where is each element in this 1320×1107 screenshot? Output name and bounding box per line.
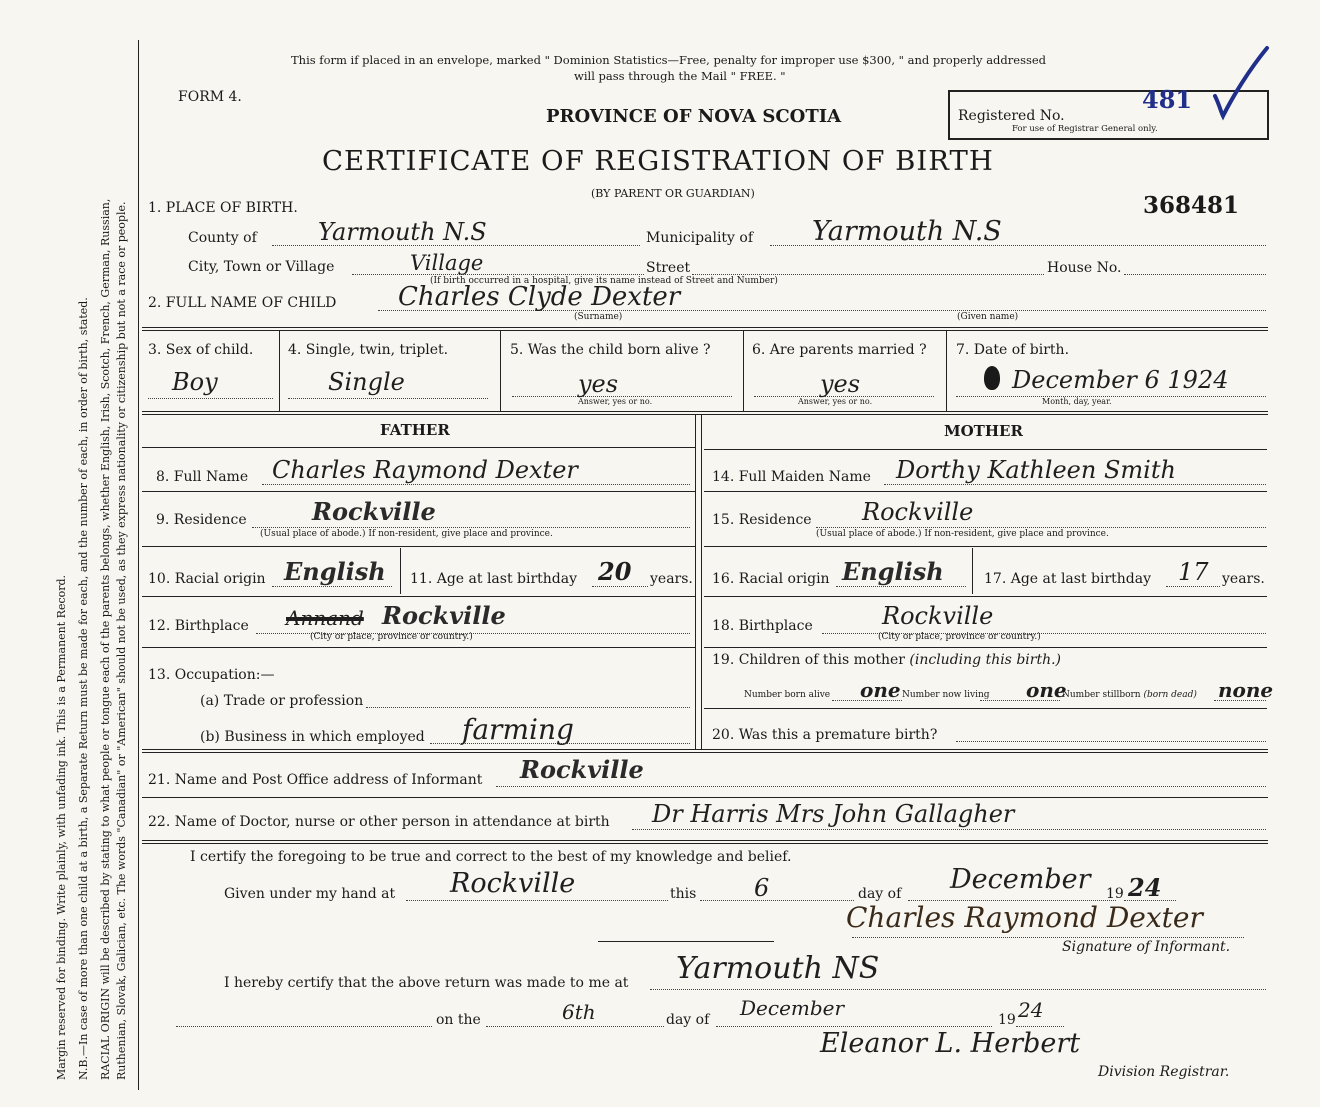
- attendant-label: 22. Name of Doctor, nurse or other person in attendance at birth: [148, 814, 610, 830]
- dob-label: 7. Date of birth.: [956, 342, 1070, 358]
- trade-label: (a) Trade or profession: [200, 693, 364, 709]
- plurality-label: 4. Single, twin, triplet.: [288, 342, 449, 358]
- sex-value: Boy: [172, 368, 218, 396]
- mother-age-label: 17. Age at last birthday: [984, 571, 1152, 587]
- ink-blot-icon: [984, 366, 1000, 390]
- mother-birthplace-value: Rockville: [882, 602, 994, 630]
- child-name-value: Charles Clyde Dexter: [398, 282, 681, 312]
- certify-day-value: 6: [754, 874, 770, 902]
- margin-rule: [138, 40, 139, 1090]
- day-of-label: day of: [858, 886, 902, 902]
- sex-label: 3. Sex of child.: [148, 342, 254, 358]
- surname-note: (Surname): [574, 312, 623, 322]
- mother-name-value: Dorthy Kathleen Smith: [896, 456, 1176, 484]
- business-label: (b) Business in which employed: [200, 729, 425, 745]
- hospital-note: (If birth occurred in a hospital, give its name instead of Street and Number): [430, 276, 778, 286]
- dob-value: December 6 1924: [1012, 366, 1229, 394]
- father-racial-value: English: [284, 557, 386, 586]
- alive-label: 5. Was the child born alive ?: [510, 342, 711, 358]
- born-alive-label: Number born alive: [744, 690, 831, 700]
- registered-number: 481: [1142, 85, 1193, 114]
- registrar-day-value: 6th: [562, 1000, 596, 1024]
- serial-number: 368481: [1143, 192, 1240, 219]
- father-name-value: Charles Raymond Dexter: [272, 456, 578, 484]
- father-residence-value: Rockville: [312, 497, 436, 526]
- certify-year-prefix: 19: [1106, 886, 1124, 902]
- registrar-year-prefix: 19: [998, 1012, 1016, 1028]
- mother-residence-note: (Usual place of abode.) If non-resident, give place and province.: [816, 529, 1109, 539]
- city-value: Village: [410, 251, 484, 275]
- father-residence-label: 9. Residence: [156, 512, 247, 528]
- mother-residence-label: 15. Residence: [712, 512, 812, 528]
- children-label-italic: (including this birth.): [909, 652, 1062, 668]
- now-living-label: Number now living: [902, 690, 990, 700]
- mother-residence-value: Rockville: [862, 498, 974, 526]
- mother-birthplace-label: 18. Birthplace: [712, 618, 813, 634]
- mother-racial-value: English: [842, 557, 944, 586]
- informant-signature: Charles Raymond Dexter: [846, 901, 1203, 934]
- parents-divider: [695, 415, 696, 749]
- mother-birthplace-note: (City or place, province or country.): [878, 632, 1041, 642]
- mother-name-label: 14. Full Maiden Name: [712, 469, 871, 485]
- father-birthplace-note: (City or place, province or country.): [310, 632, 473, 642]
- father-name-label: 8. Full Name: [156, 469, 249, 485]
- division-registrar-label: Division Registrar.: [1098, 1064, 1230, 1080]
- certify-month-value: December: [950, 864, 1091, 895]
- now-living-value: one: [1026, 678, 1067, 702]
- stillborn-label: [1062, 691, 1197, 700]
- occupation-label: 13. Occupation:—: [148, 667, 275, 683]
- county-value: Yarmouth N.S: [318, 218, 487, 246]
- married-label: 6. Are parents married ?: [752, 342, 927, 358]
- certify-statement: I certify the foregoing to be true and correct to the best of my knowledge and belief.: [190, 849, 792, 865]
- father-heading: FATHER: [380, 421, 450, 439]
- registrar-year-value: 24: [1018, 998, 1044, 1022]
- plurality-value: Single: [328, 368, 405, 396]
- place-of-birth-label: 1. PLACE OF BIRTH.: [148, 200, 298, 216]
- given-place-value: Rockville: [450, 868, 576, 899]
- father-residence-note: (Usual place of abode.) If non-resident, give place and province.: [260, 529, 553, 539]
- on-the-label: on the: [436, 1012, 481, 1028]
- father-birthplace-struck: Annand: [286, 606, 364, 630]
- mail-notice-line-1: This form if placed in an envelope, marked " Dominion Statistics—Free, penalty for improper use $300, " and properly addressed: [291, 53, 1047, 67]
- registrar-month-value: December: [740, 996, 845, 1020]
- stillborn-value: none: [1218, 678, 1274, 702]
- registrar-place-value: Yarmouth NS: [676, 951, 880, 986]
- father-age-label: 11. Age at last birthday: [410, 571, 578, 587]
- registrar-general-note: For use of Registrar General only.: [1012, 124, 1158, 134]
- business-value: farming: [462, 713, 574, 746]
- registrar-signature: Eleanor L. Herbert: [820, 1028, 1081, 1059]
- city-label: City, Town or Village: [188, 259, 335, 275]
- mother-age-unit: years.: [1222, 571, 1265, 587]
- registered-label: Registered No.: [958, 108, 1065, 124]
- margin-note-4: Ruthenian, Slovak, Galician, etc. The words "Canadian" or "American" should not be used, as they express nationality or citizenship but not a race or people.: [115, 201, 128, 1080]
- street-label: Street: [646, 260, 691, 276]
- signature-informant-label: Signature of Informant.: [1062, 939, 1231, 955]
- county-label: County of: [188, 230, 257, 246]
- this-label: this: [670, 886, 697, 902]
- form-number: FORM 4.: [178, 89, 242, 105]
- rule-before-parents: [142, 411, 1268, 415]
- alive-value: yes: [578, 370, 619, 398]
- father-racial-label: 10. Racial origin: [148, 571, 266, 587]
- born-alive-value: one: [860, 678, 901, 702]
- informant-label: 21. Name and Post Office address of Informant: [148, 772, 483, 788]
- married-value: yes: [820, 370, 861, 398]
- rule-after-name: [142, 327, 1268, 331]
- married-note: Answer, yes or no.: [798, 397, 873, 406]
- children-label: [712, 653, 1061, 667]
- children-label-text: 19. Children of this mother: [712, 652, 905, 668]
- mail-notice-line-2: will pass through the Mail " FREE. ": [574, 69, 786, 83]
- municipality-value: Yarmouth N.S: [812, 216, 1002, 247]
- province-heading: PROVINCE OF NOVA SCOTIA: [546, 106, 842, 127]
- alive-note: Answer, yes or no.: [578, 397, 653, 406]
- margin-note-3: RACIAL ORIGIN will be described by stating to what people or tongue each of the parents belongs, whether English, Irish, Scotch, French, German, Russian,: [99, 198, 112, 1080]
- registrar-statement: I hereby certify that the above return was made to me at: [224, 975, 629, 991]
- dob-note: Month, day, year.: [1042, 397, 1112, 406]
- father-age-value: 20: [598, 557, 632, 586]
- check-mark-icon: [1205, 44, 1275, 126]
- registrar-day-of-label: day of: [666, 1012, 710, 1028]
- mother-age-value: 17: [1178, 558, 1209, 586]
- premature-label: 20. Was this a premature birth?: [712, 727, 938, 743]
- rule-after-parents: [142, 749, 1268, 753]
- informant-value: Rockville: [520, 755, 644, 784]
- margin-note-1: Margin reserved for binding. Write plainly, with unfading ink. This is a Permanent Record.: [55, 574, 68, 1080]
- mother-racial-label: 16. Racial origin: [712, 571, 830, 587]
- house-label: House No.: [1047, 260, 1122, 276]
- father-birthplace-value: Rockville: [382, 601, 506, 630]
- attendant-value: Dr Harris Mrs John Gallagher: [652, 800, 1015, 828]
- rule-before-certify: [142, 840, 1268, 844]
- stillborn-label-italic: (born dead): [1143, 690, 1197, 700]
- stillborn-label-text: Number stillborn: [1062, 690, 1141, 700]
- given-under-label: Given under my hand at: [224, 886, 396, 902]
- margin-note-2: N.B.—In case of more than one child at a birth, a Separate Return must be made for each, and the number of each, in order of birth, stated.: [77, 297, 90, 1080]
- mother-heading: MOTHER: [944, 422, 1023, 440]
- child-name-label: 2. FULL NAME OF CHILD: [148, 295, 337, 311]
- certify-year-value: 24: [1128, 873, 1162, 902]
- certificate-subtitle: (BY PARENT OR GUARDIAN): [591, 187, 755, 200]
- given-name-note: (Given name): [957, 312, 1019, 322]
- municipality-label: Municipality of: [646, 230, 754, 246]
- father-age-unit: years.: [650, 571, 693, 587]
- certificate-title: CERTIFICATE OF REGISTRATION OF BIRTH: [322, 145, 994, 177]
- father-birthplace-label: 12. Birthplace: [148, 618, 249, 634]
